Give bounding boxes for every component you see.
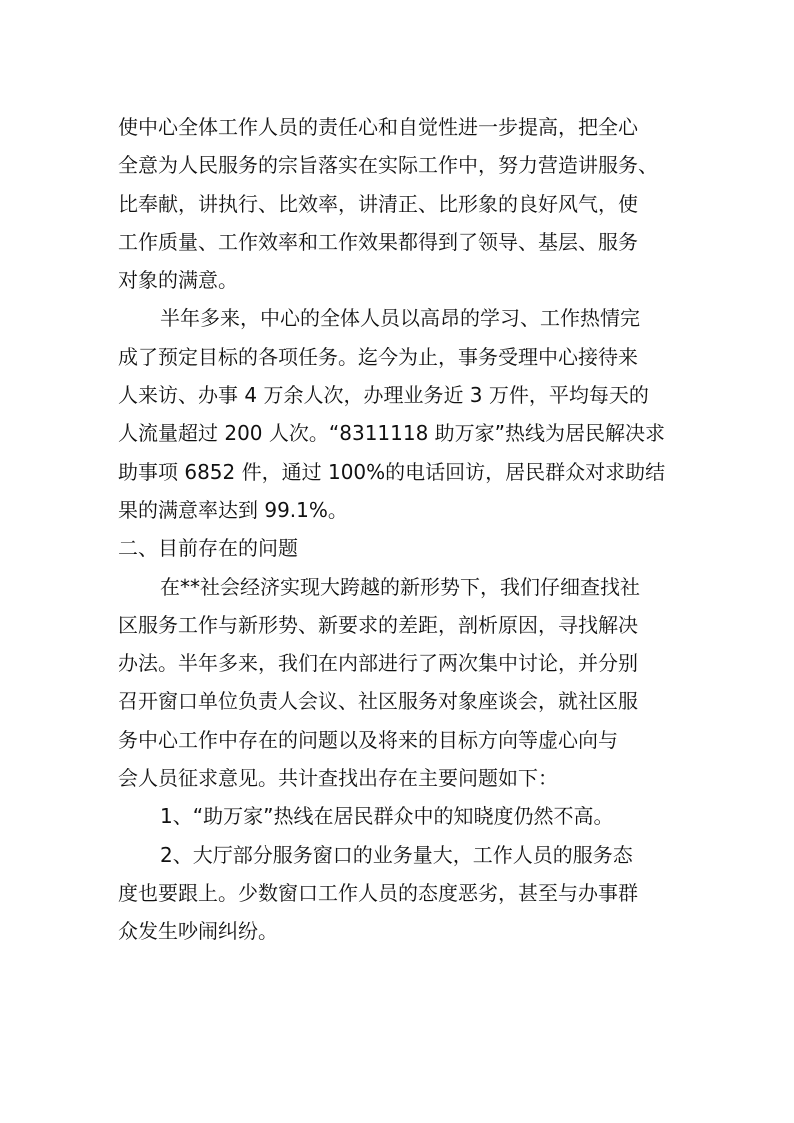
text-line: 区服务工作与新形势、新要求的差距，剖析原因，寻找解决 bbox=[118, 612, 638, 637]
text-line: 果的满意率达到 99.1%。 bbox=[118, 497, 348, 522]
text-line: 在**社会经济实现大跨越的新形势下，我们仔细查找社 bbox=[160, 574, 640, 599]
text-line: 办法。半年多来，我们在内部进行了两次集中讨论，并分别 bbox=[118, 651, 638, 676]
text-line: 工作质量、工作效率和工作效果都得到了领导、基层、服务 bbox=[118, 229, 638, 254]
body-text bbox=[118, 108, 688, 951]
text-line: 2、大厅部分服务窗口的业务量大，工作人员的服务态 bbox=[160, 842, 633, 867]
text-line: 人来访、办事 4 万余人次，办理业务近 3 万件，平均每天的 bbox=[118, 383, 649, 408]
text-line: 助事项 6852 件，通过 100%的电话回访，居民群众对求助结 bbox=[118, 459, 666, 484]
text-line: 半年多来，中心的全体人员以高昂的学习、工作热情完 bbox=[160, 306, 640, 331]
text-line: 会人员征求意见。共计查找出存在主要问题如下： bbox=[118, 766, 558, 791]
text-line: 众发生吵闹纠纷。 bbox=[118, 919, 278, 944]
text-line: 召开窗口单位负责人会议、社区服务对象座谈会，就社区服 bbox=[118, 689, 638, 714]
text-line: 使中心全体工作人员的责任心和自觉性进一步提高，把全心 bbox=[118, 115, 638, 139]
section-heading: 二、目前存在的问题 bbox=[118, 536, 298, 561]
text-line: 比奉献，讲执行、比效率，讲清正、比形象的良好风气，使 bbox=[118, 191, 638, 216]
text-line: 1、“助万家”热线在居民群众中的知晓度仍然不高。 bbox=[160, 804, 614, 829]
text-line: 务中心工作中存在的问题以及将来的目标方向等虚心向与 bbox=[118, 727, 618, 752]
text-line: 对象的满意。 bbox=[118, 268, 238, 293]
text-line: 成了预定目标的各项任务。迄今为止，事务受理中心接待来 bbox=[118, 344, 638, 369]
text-line: 人流量超过 200 人次。“8311118 助万家”热线为居民解决求 bbox=[118, 421, 666, 446]
text-line: 度也要跟上。少数窗口工作人员的态度恶劣，甚至与办事群 bbox=[118, 880, 638, 905]
text-line: 全意为人民服务的宗旨落实在实际工作中，努力营造讲服务、 bbox=[118, 153, 658, 178]
